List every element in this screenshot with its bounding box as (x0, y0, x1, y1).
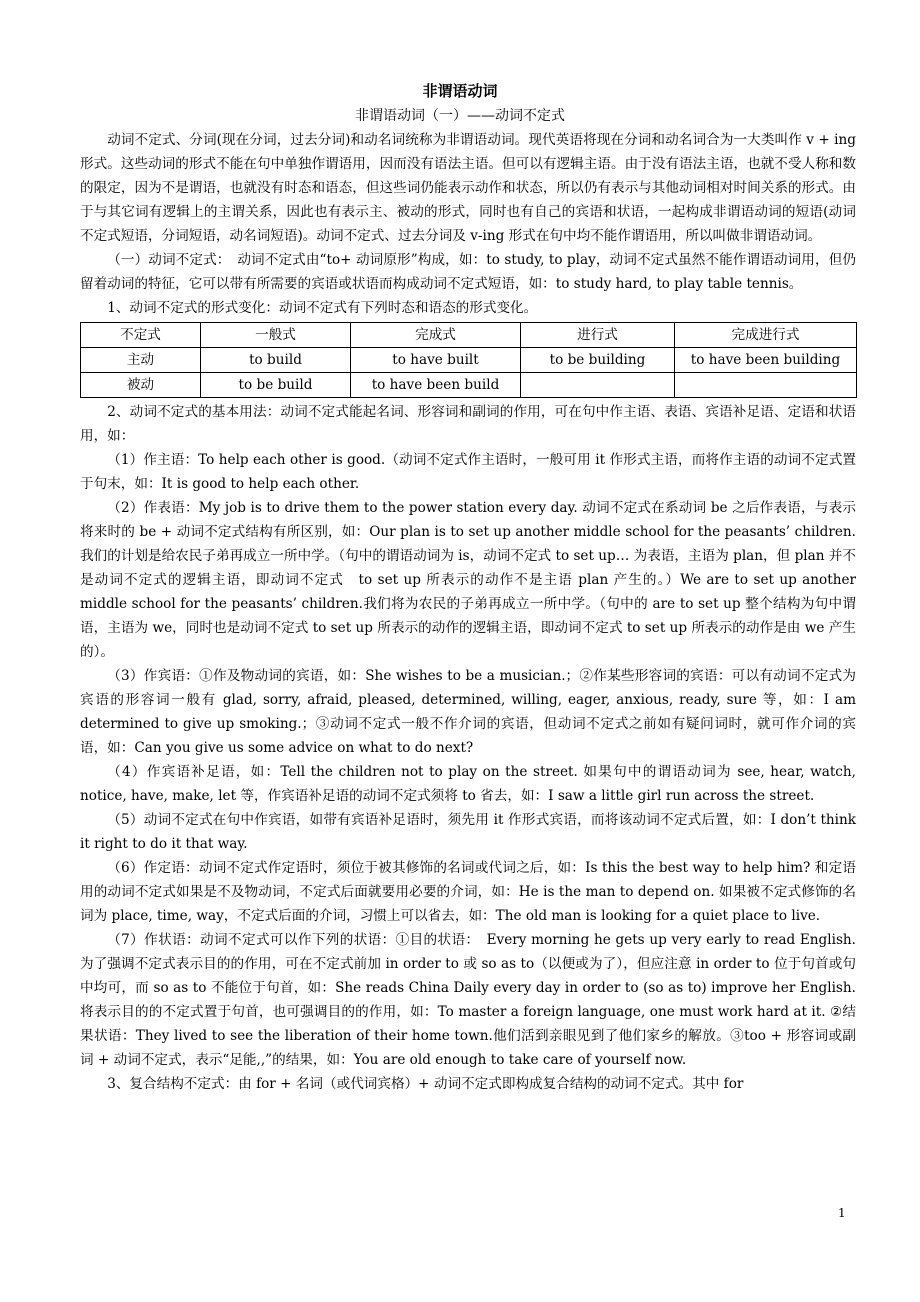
infinitive-definition-paragraph: （一）动词不定式： 动词不定式由“to+ 动词原形”构成，如：to study, to play，动词不定式虽然不能作谓语动词用，但仍留着动词的特征，它可以带有所需要的宾语或状语而构成动词不定式短语，如：to study hard, to play table tennis。 (80, 252, 856, 292)
document-title: 非谓语动词 (422, 82, 498, 100)
table-header-row (81, 323, 857, 348)
table-header-cell: 完成进行式 (675, 323, 857, 348)
intro-paragraph: 动词不定式、分词(现在分词，过去分词)和动名词统称为非谓语动词。现代英语将现在分词和动名词合为一大类叫作 v + ing 形式。这些动词的形式不能在句中单独作谓语用，因而没有语法主语。但可以有逻辑主语。由于没有语法主语，也就不受人称和数的限定，因为不是谓语，也就没有时态和语态，但这些词仍能表示动作和状态，所以仍有表示与其他动词相对时间关系的形式。由于与其它词有逻辑上的主谓关系，因此也有表示主、被动的形式，同时也有自己的宾语和状语，一起构成非谓语动词的短语(动词不定式短语，分词短语，动名词短语)。动词不定式、过去分词及 v-ing 形式在句中均不能作谓语用，所以叫做非谓语动词。 (80, 132, 856, 244)
usage-object-paragraph: （3）作宾语：①作及物动词的宾语，如：She wishes to be a musician.；②作某些形容词的宾语：可以有动词不定式为宾语的形容词一般有 glad, sorry, afraid, pleased, determined, willing, eager, anxious, ready, sure 等，如：I am determined to give up smoking.；③动词不定式一般不作介词的宾语，但动词不定式之前如有疑问词时，就可作介词的宾语，如：Can you give us some advice on what to do next? (80, 668, 856, 756)
usage-object-complement-paragraph: （4）作宾语补足语，如：Tell the children not to play on the street. 如果句中的谓语动词为 see, hear, watch, notice, have, make, let 等，作宾语补足语的动词不定式须将 to 省去，如：I saw a little girl run across the street. (80, 764, 856, 804)
table-header-cell: 完成式 (351, 323, 521, 348)
table-cell: to build (201, 348, 351, 373)
table-cell (521, 373, 675, 398)
table-cell: 主动 (81, 348, 201, 373)
table-cell: to have been build (351, 373, 521, 398)
document-body (80, 128, 856, 1096)
table-cell: to have built (351, 348, 521, 373)
table-header-cell: 进行式 (521, 323, 675, 348)
infinitive-forms-table (80, 322, 857, 398)
page-number: 1 (838, 1206, 846, 1220)
table-header-cell: 不定式 (81, 323, 201, 348)
basic-usage-heading: 2、动词不定式的基本用法：动词不定式能起名词、形容词和副词的作用，可在句中作主语、表语、宾语补足语、定语和状语用，如： (80, 404, 856, 444)
compound-infinitive-paragraph: 3、复合结构不定式：由 for + 名词（或代词宾格）+ 动词不定式即构成复合结构的动词不定式。其中 for (107, 1076, 744, 1092)
usage-attributive-paragraph: （6）作定语：动词不定式作定语时，须位于被其修饰的名词或代词之后，如：Is this the best way to help him? 和定语用的动词不定式如果是不及物动词，不定式后面就要用必要的介词，如：He is the man to depend on. 如果被不定式修饰的名词为 place, time, way，不定式后面的介词，习惯上可以省去，如：The old man is looking for a quiet place to live. (80, 860, 856, 924)
usage-predicative-paragraph: （2）作表语：My job is to drive them to the power station every day. 动词不定式在系动词 be 之后作表语，与表示将来时的 be + 动词不定式结构有所区别，如：Our plan is to set up another middle school for the peasants’ children.我们的计划是给农民子弟再成立一所中学。（句中的谓语动词为 is，动词不定式 to set up… 为表语，主语为 plan，但 plan 并不是动词不定式的逻辑主语，即动词不定式 to set up 所表示的动作不是主语 plan 产生的。）We are to set up another middle school for the peasants’ children.我们将为农民的子弟再成立一所中学。（句中的 are to set up 整个结构为句中谓语，主语为 we，同时也是动词不定式 to set up 所表示的动作的逻辑主语，即动词不定式 to set up 所表示的动作是由 we 产生的）。 (80, 500, 856, 660)
form-changes-heading: 1、动词不定式的形式变化：动词不定式有下列时态和语态的形式变化。 (107, 300, 538, 316)
table-row-active (81, 348, 857, 373)
table-header-cell: 一般式 (201, 323, 351, 348)
usage-adverbial-paragraph: （7）作状语：动词不定式可以作下列的状语：①目的状语： Every morning he gets up very early to read English. 为了强调不定式表示目的的作用，可在不定式前加 in order to 或 so as to（以便或为了），但应注意 in order to 位于句首或句中均可，而 so as to 不能位于句首，如：She reads China Daily every day in order to (so as to) improve her English. 将表示目的的不定式置于句首，也可强调目的的作用，如：To master a foreign language, one must work hard at it. ②结果状语：They lived to see the liberation of their home town.他们活到亲眼见到了他们家乡的解放。③too + 形容词或副词 + 动词不定式，表示“足能,,”的结果，如：You are old enough to take care of yourself now. (80, 932, 856, 1068)
table-row-passive (81, 373, 857, 398)
table-cell (675, 373, 857, 398)
usage-formal-object-paragraph: （5）动词不定式在句中作宾语，如带有宾语补足语时，须先用 it 作形式宾语，而将该动词不定式后置，如：I don’t think it right to do it that way. (80, 812, 856, 852)
document-subtitle: 非谓语动词（一）——动词不定式 (355, 108, 565, 124)
table-cell: to be building (521, 348, 675, 373)
usage-subject-paragraph: （1）作主语：To help each other is good.（动词不定式作主语时，一般可用 it 作形式主语，而将作主语的动词不定式置于句末，如：It is good to help each other. (80, 452, 856, 492)
table-cell: to have been building (675, 348, 857, 373)
table-cell: 被动 (81, 373, 201, 398)
table-cell: to be build (201, 373, 351, 398)
